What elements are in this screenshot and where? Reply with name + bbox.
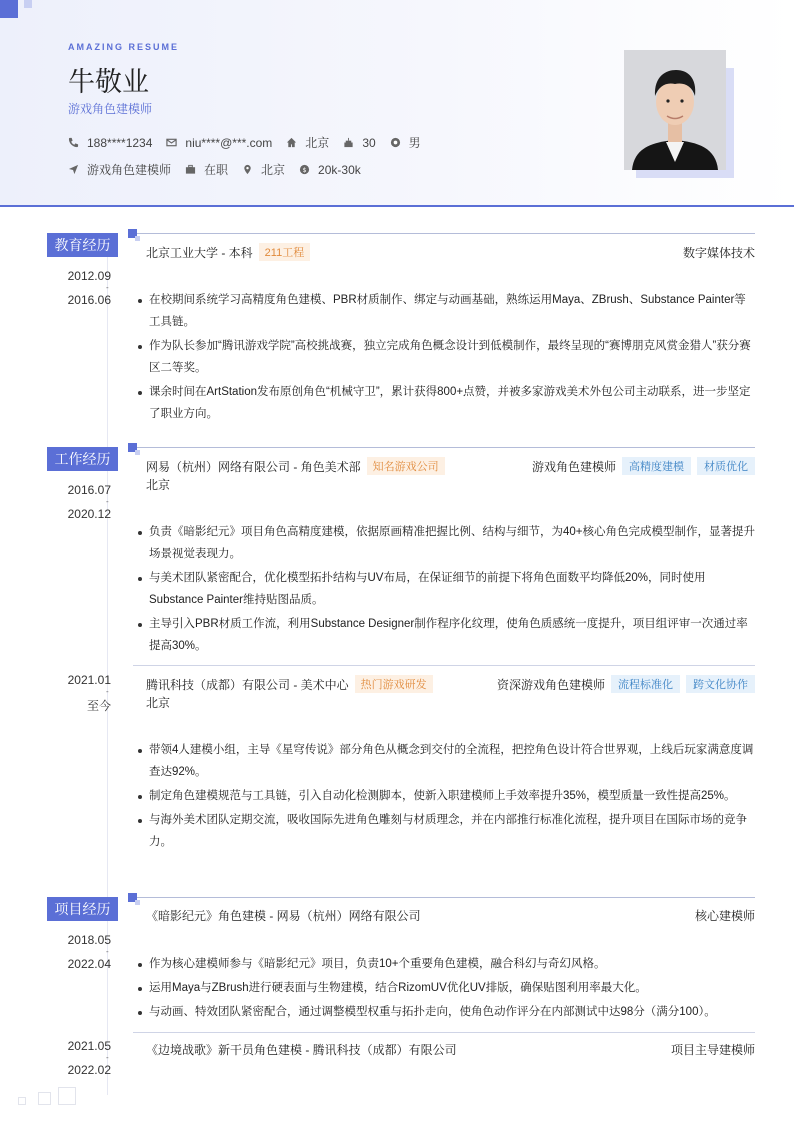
city-item <box>242 161 285 178</box>
decor-square <box>58 1087 76 1105</box>
date-separator: - <box>106 1053 109 1062</box>
decor-square <box>18 1097 26 1105</box>
list-item: 运用Maya与ZBrush进行硬表面与生物建模，结合RizomUV优化UV排版，确保贴图利用率最大化。 <box>135 977 755 999</box>
list-item: 与动画、特效团队紧密配合，通过调整模型权重与拓扑走向，使角色动作评分在内部测试中达98分（满分100）。 <box>135 1001 755 1023</box>
proj2-end-date: 2022.02 <box>67 1063 111 1077</box>
phone-text: 188****1234 <box>87 135 153 150</box>
job1-right <box>532 457 755 475</box>
list-item: 制定角色建模规范与工具链，引入自动化检测脚本，使新入职建模师上手效率提升35%，模型质量一致性提高25%。 <box>135 785 755 807</box>
proj1-header-row <box>146 907 755 924</box>
edu-end-date: 2016.06 <box>67 293 111 307</box>
proj2-name: 《边境战歌》新干员角色建模 - 腾讯科技（成都）有限公司 <box>146 1043 457 1057</box>
edu-badge: 211工程 <box>259 243 311 261</box>
proj1-start-date: 2018.05 <box>67 933 111 947</box>
resume-header <box>0 0 794 207</box>
proj1-name: 《暗影纪元》角色建模 - 网易（杭州）网络有限公司 <box>146 909 421 923</box>
money-icon <box>299 164 310 175</box>
section-divider <box>133 233 755 234</box>
gender-item <box>390 134 421 151</box>
job2-start-date: 2021.01 <box>67 673 111 687</box>
cake-icon <box>343 137 354 148</box>
briefcase-icon <box>185 164 196 175</box>
list-item: 在校期间系统学习高精度角色建模、PBR材质制作、绑定与动画基础，熟练运用Maya、ZBrush、Substance Painter等工具链。 <box>135 289 755 333</box>
phone-item <box>68 136 152 150</box>
decor-square <box>38 1092 51 1105</box>
job1-city: 北京 <box>146 478 171 492</box>
home-item <box>286 134 329 151</box>
send-icon <box>68 164 79 175</box>
gender-text: 男 <box>408 136 421 150</box>
age-text: 30 <box>362 135 376 150</box>
job1-start-date: 2016.07 <box>67 483 111 497</box>
section-title-work: 工作经历 <box>47 447 118 471</box>
city-text: 北京 <box>261 163 286 177</box>
job2-badge: 热门游戏研发 <box>355 675 433 693</box>
contact-row <box>68 134 435 151</box>
edu-school: 北京工业大学 - 本科 <box>146 245 253 260</box>
decor-square <box>0 0 18 18</box>
job2-tag: 跨文化协作 <box>686 675 755 693</box>
intent-text: 游戏角色建模师 <box>87 163 172 177</box>
section-title-projects: 项目经历 <box>47 897 118 921</box>
svg-text:$: $ <box>302 165 307 174</box>
list-item: 作为队长参加“腾讯游戏学院”高校挑战赛，独立完成角色概念设计到低模制作，最终呈现的“赛博朋克风赏金猎人”获分赛区二等奖。 <box>135 335 755 379</box>
edu-start-date: 2012.09 <box>67 269 111 283</box>
date-separator: - <box>106 687 109 696</box>
job-divider <box>133 665 755 666</box>
location-icon <box>242 164 253 175</box>
proj1-role: 核心建模师 <box>694 909 755 923</box>
job2-city: 北京 <box>146 696 171 710</box>
section-divider <box>133 447 755 448</box>
job1-header-row <box>146 457 755 475</box>
proj2-header-row <box>146 1041 755 1058</box>
section-marker-small <box>135 450 140 455</box>
age-item <box>343 136 375 150</box>
resume-tag: AMAZING RESUME <box>68 42 179 52</box>
proj2-role: 项目主导建模师 <box>670 1043 755 1057</box>
job1-end-date: 2020.12 <box>67 507 111 521</box>
job2-end-date: 至今 <box>86 699 111 713</box>
status-item <box>185 161 228 178</box>
project-divider <box>133 1032 755 1033</box>
job2-position: 资深游戏角色建模师 <box>496 677 605 692</box>
section-divider <box>133 897 755 898</box>
salary-item <box>299 163 361 177</box>
email-item <box>166 136 272 150</box>
job1-company: 网易（杭州）网络有限公司 - 角色美术部 <box>146 459 361 474</box>
intent-item <box>68 161 171 178</box>
list-item: 主导引入PBR材质工作流，利用Substance Designer制作程序化纹理，使角色质感统一度提升，项目组评审一次通过率提高30%。 <box>135 613 755 657</box>
mail-icon <box>166 137 177 148</box>
home-icon <box>286 137 297 148</box>
decor-square-small <box>24 0 32 8</box>
job1-bullets <box>135 521 755 659</box>
home-text: 北京 <box>305 136 330 150</box>
section-marker-small <box>135 236 140 241</box>
list-item: 作为核心建模师参与《暗影纪元》项目，负责10+个重要角色建模，融合科幻与奇幻风格。 <box>135 953 755 975</box>
job2-header-row <box>146 675 755 693</box>
date-separator: - <box>106 947 109 956</box>
edu-header-row <box>146 243 755 261</box>
candidate-role: 游戏角色建模师 <box>68 102 153 116</box>
salary-text: 20k-30k <box>318 162 361 177</box>
job2-right <box>497 675 755 693</box>
job1-tag: 材质优化 <box>697 457 755 475</box>
email-text: niu****@***.com <box>185 135 273 150</box>
gender-icon <box>390 137 401 148</box>
job2-tag: 流程标准化 <box>611 675 680 693</box>
job1-position: 游戏角色建模师 <box>531 459 616 474</box>
status-text: 在职 <box>204 163 229 177</box>
job2-bullets <box>135 739 755 855</box>
proj2-start-date: 2021.05 <box>67 1039 111 1053</box>
phone-icon <box>68 137 79 148</box>
job1-badge: 知名游戏公司 <box>367 457 445 475</box>
list-item: 负责《暗影纪元》项目角色高精度建模，依据原画精准把握比例、结构与细节，为40+核心角色完成模型制作，显著提升场景视觉表现力。 <box>135 521 755 565</box>
section-marker-small <box>135 900 140 905</box>
list-item: 与美术团队紧密配合，优化模型拓扑结构与UV布局，在保证细节的前提下将角色面数平均降低20%，同时使用Substance Painter维持贴图品质。 <box>135 567 755 611</box>
proj1-bullets <box>135 953 755 1025</box>
list-item: 带领4人建模小组，主导《星穹传说》部分角色从概念到交付的全流程，把控角色设计符合世界观，上线后玩家满意度调查达92%。 <box>135 739 755 783</box>
edu-major: 数字媒体技术 <box>682 245 755 260</box>
section-title-education: 教育经历 <box>47 233 118 257</box>
list-item: 与海外美术团队定期交流，吸收国际先进角色雕刻与材质理念，并在内部推行标准化流程，提升项目在国际市场的竞争力。 <box>135 809 755 853</box>
profile-photo <box>624 50 726 170</box>
date-separator: - <box>106 497 109 506</box>
date-separator: - <box>106 283 109 292</box>
job2-company: 腾讯科技（成都）有限公司 - 美术中心 <box>146 677 349 692</box>
job1-tag: 高精度建模 <box>622 457 691 475</box>
candidate-name: 牛敬业 <box>68 67 149 97</box>
list-item: 课余时间在ArtStation发布原创角色“机械守卫”，累计获得800+点赞，并被多家游戏美术外包公司主动联系，进一步坚定了职业方向。 <box>135 381 755 425</box>
edu-bullets <box>135 289 755 427</box>
proj1-end-date: 2022.04 <box>67 957 111 971</box>
job-intent-row <box>68 161 375 178</box>
